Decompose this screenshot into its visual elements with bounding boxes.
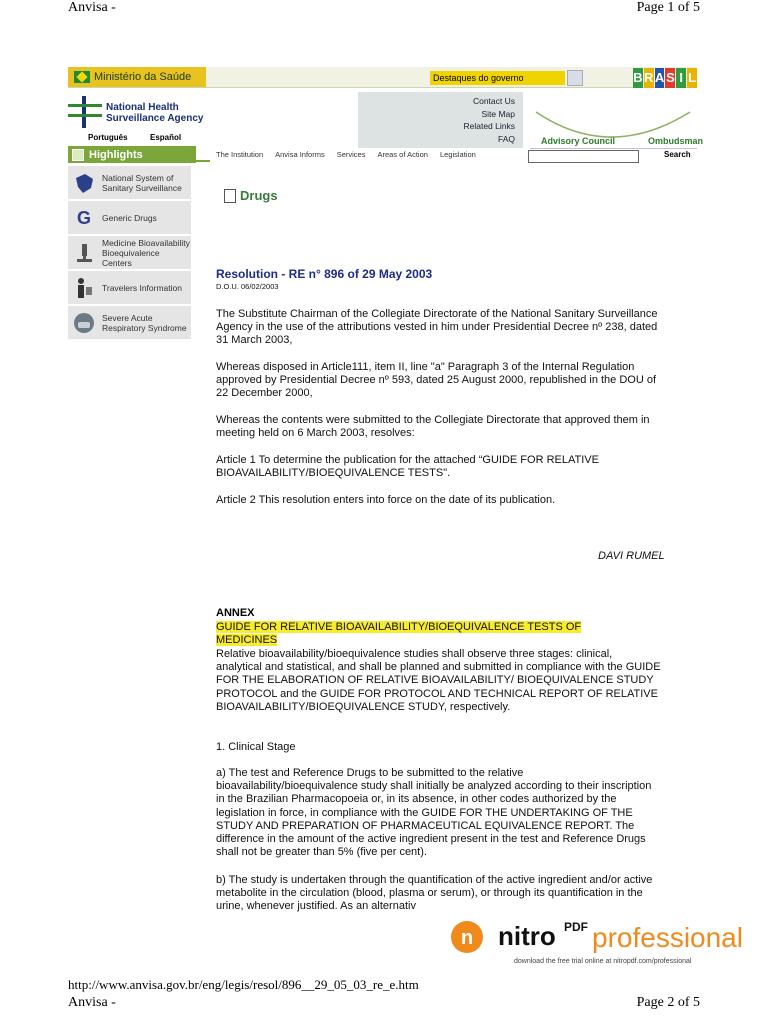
ombudsman-link[interactable]: Ombudsman <box>648 136 704 146</box>
sidebar-item-bioavailability-centers[interactable] <box>68 236 191 271</box>
search-input[interactable] <box>528 150 639 163</box>
dou-date: D.O.U. 06/02/2003 <box>216 282 279 291</box>
anvisa-cross-icon <box>68 96 104 128</box>
nitro-pdf: PDF <box>564 920 588 934</box>
print-footer-title: Anvisa - <box>68 995 116 1010</box>
sidebar-item-sanitary-surveillance[interactable] <box>68 166 191 201</box>
paragraph: Article 1 To determine the publication for the attached “GUIDE FOR RELATIVE BIOAVAILABILITY/BIOEQUIVALENCE TESTS". <box>216 454 599 480</box>
top-links <box>445 95 515 145</box>
agency-name-line2: Surveillance Agency <box>106 113 204 124</box>
sidebar-item-label: National System of Sanitary Surveillance <box>102 172 182 193</box>
advisory-council-link[interactable]: Advisory Council <box>541 136 616 146</box>
microscope-icon <box>72 241 96 265</box>
highlights-header <box>68 146 196 163</box>
highlights-icon <box>72 149 84 161</box>
item-b: b) The study is undertaken through the quantification of the active ingredient and/or active metabolite in the circulation (blood, plasma or serum), or through its quantification in the urine, whenever justified. As an alternativ <box>216 874 653 913</box>
brasil-letter: I <box>676 68 686 88</box>
annex-title-highlight: GUIDE FOR RELATIVE BIOAVAILABILITY/BIOEQUIVALENCE TESTS OF MEDICINES <box>216 621 582 647</box>
destaques-select[interactable]: Destaques do governo <box>430 71 565 85</box>
print-header-title: Anvisa - <box>68 0 116 15</box>
signature: DAVI RUMEL <box>598 550 665 562</box>
nitro-brand: nitro <box>498 921 556 951</box>
sidebar-item-label: Generic Drugs <box>102 212 157 223</box>
brasil-letter: B <box>633 68 643 88</box>
corner-arrow-icon <box>194 146 210 162</box>
agency-name[interactable] <box>106 102 203 124</box>
brazil-map-icon <box>72 171 96 195</box>
mask-icon <box>72 311 96 335</box>
generic-g-icon: G <box>76 207 91 228</box>
paragraph: The Substitute Chairman of the Collegiate Directorate of the National Sanitary Surveillance Agency in the use of the attributions vested in him under Presidential Decree nº 238, dated 31 March 2003, <box>216 308 658 347</box>
nav-anvisa-informs[interactable]: Anvisa Informs <box>275 150 325 159</box>
nitro-logo-icon <box>450 917 762 975</box>
main-nav <box>216 150 476 159</box>
nav-services[interactable]: Services <box>336 150 366 159</box>
sidebar-item-label: Travelers Information <box>102 282 182 293</box>
annex-title <box>216 621 621 647</box>
brasil-letter: L <box>687 68 697 88</box>
sidebar-item-travelers[interactable] <box>68 271 191 306</box>
nitro-tagline: download the free trial online at nitropdf.com/professional <box>514 958 692 965</box>
related-links-link[interactable]: Related Links <box>463 121 515 131</box>
print-footer-page: Page 2 of 5 <box>636 995 700 1010</box>
item-a: a) The test and Reference Drugs to be submitted to the relative bioavailability/bioequivalence study shall initially be analyzed according to their inscription in the Brazilian Pharmacopoeia or, in its absence, in other codes authorized by the legislation in force, in compliance with the GUIDE FOR THE UNDERTAKING OF THE STUDY AND PREPARATION OF PHARMACEUTICAL EQUIVALENCE REPORT. The difference in the amount of the active ingredient present in the test and Reference Drugs shall not be greater than 5% (five per cent). <box>216 767 652 859</box>
section-title-label: Drugs <box>240 188 278 203</box>
sidebar-item-label: Severe Acute Respiratory Syndrome <box>102 312 187 333</box>
document-arrow-icon <box>224 189 236 203</box>
nav-institution[interactable]: The Institution <box>216 150 264 159</box>
destaques-dropdown-button[interactable] <box>567 70 583 86</box>
nitro-pdf-watermark <box>450 917 762 975</box>
print-footer-url: http://www.anvisa.gov.br/eng/legis/resol/896__29_05_03_re_e.htm <box>68 977 419 992</box>
faq-link[interactable]: FAQ <box>497 133 515 144</box>
nitro-edition: professional <box>592 922 743 953</box>
contact-us-link[interactable]: Contact Us <box>472 96 515 106</box>
agency-name-line1: National Health <box>106 102 179 113</box>
traveler-icon <box>72 276 96 300</box>
ministry-label: Ministério da Saúde <box>94 71 192 83</box>
search-button[interactable]: Search <box>664 150 691 159</box>
brasil-logo[interactable] <box>633 68 697 88</box>
sidebar-item-generic-drugs[interactable] <box>68 201 191 236</box>
site-map-link[interactable]: Site Map <box>481 108 515 119</box>
nav-areas-of-action[interactable]: Areas of Action <box>377 150 428 159</box>
paragraph: Whereas disposed in Article111, item II, line "a" Paragraph 3 of the Internal Regulation approved by Presidential Decree nº 593, dated 25 August 2000, republished in the DOU of 22 December 2000, <box>216 361 657 400</box>
clinical-stage-heading: 1. Clinical Stage <box>216 741 296 753</box>
brasil-letter: A <box>655 68 665 88</box>
section-title <box>224 188 278 203</box>
sidebar-item-label: Medicine Bioavailability Bioequivalence Centers <box>102 237 190 268</box>
resolution-title: Resolution - RE n° 896 of 29 May 2003 <box>216 267 433 281</box>
sidebar-item-sars[interactable] <box>68 306 191 341</box>
paragraph: Whereas the contents were submitted to the Collegiate Directorate that approved them in meeting held on 6 March 2003, resolves: <box>216 414 650 440</box>
print-header-page: Page 1 of 5 <box>636 0 700 15</box>
lang-portuguese-link[interactable]: Português <box>88 133 128 142</box>
brasil-letter: S <box>665 68 675 88</box>
nav-legislation[interactable]: Legislation <box>439 150 476 159</box>
annex-heading: ANNEX <box>216 607 255 619</box>
brasil-letter: R <box>644 68 654 88</box>
paragraph: Article 2 This resolution enters into force on the date of its publication. <box>216 494 556 506</box>
brazil-flag-icon <box>74 71 90 83</box>
ministry-logo[interactable] <box>68 67 206 87</box>
highlights-label: Highlights <box>89 148 143 161</box>
svg-text:n: n <box>460 927 474 949</box>
annex-intro: Relative bioavailability/bioequivalence studies shall observe three stages: clinical, analytical and statistical, and shall be planned and submitted in compliance with the GUIDE FOR THE ELABORATION OF RELATIVE BIOAVAILABILITY/ BIOEQUIVALENCE STUDY PROTOCOL and the GUIDE FOR PROTOCOL AND TECHNICAL REPORT OF RELATIVE BIOAVAILABILITY/BIOEQUIVALENCE STUDY, respectively. <box>216 648 661 713</box>
lang-spanish-link[interactable]: Español <box>150 133 182 142</box>
